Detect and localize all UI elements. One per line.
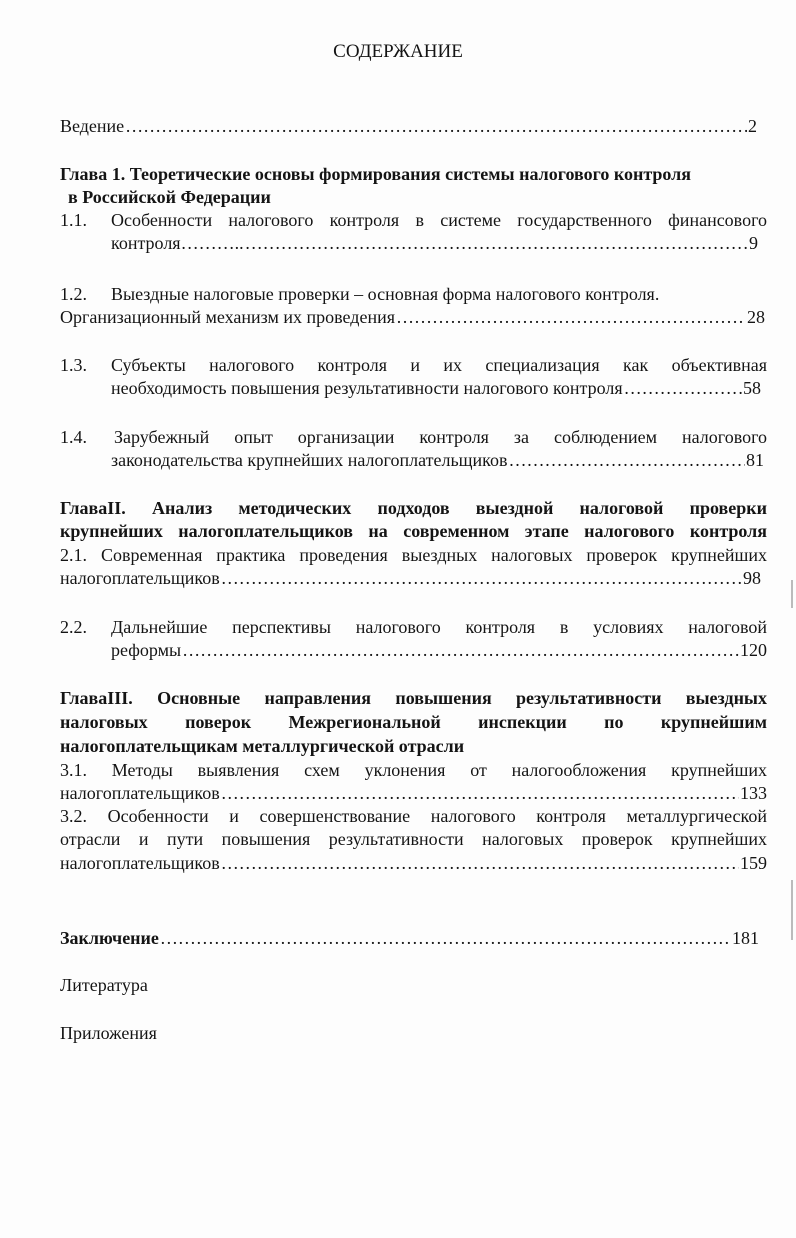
- toc-page-number: 133: [740, 783, 767, 803]
- section-number: 1.1.: [60, 210, 87, 230]
- section-number: 1.3.: [60, 355, 87, 375]
- toc-entry-3-1: [60, 782, 767, 804]
- toc-page-number: 181: [732, 928, 759, 948]
- chapter-2-title-line-1: ГлаваII. Анализ методических подходов выездной налоговой проверки: [60, 498, 767, 518]
- toc-entry-1-3: [111, 377, 761, 399]
- chapter-3-title-line-1: ГлаваIII. Основные направления повышения результативности выездных: [60, 688, 767, 708]
- leader-dots: [624, 377, 742, 399]
- toc-entry-title: реформы: [111, 640, 182, 660]
- leader-dots: [221, 782, 739, 804]
- toc-entry-title: Организационный механизм их проведения: [60, 307, 396, 327]
- toc-entry-intro: [60, 115, 757, 137]
- leader-dots: [160, 927, 731, 949]
- toc-entry-conclusion: [60, 927, 759, 949]
- toc-entry-3-2: [60, 852, 767, 874]
- leader-dots: [221, 567, 742, 589]
- leader-dots: [396, 306, 746, 328]
- toc-page-number: 9: [749, 233, 758, 253]
- toc-page-number: 120: [740, 640, 767, 660]
- leader-dots: [508, 449, 745, 471]
- chapter-1-title-line-1: Глава 1. Теоретические основы формирования системы налогового контроля: [60, 164, 692, 184]
- toc-entry-title: налогоплательщиков: [60, 853, 220, 873]
- toc-page-number: 159: [740, 853, 767, 873]
- section-3-2-title-line-2: отрасли и пути повышения результативности налоговых проверок крупнейших: [60, 829, 767, 849]
- chapter-3-title-line-3: налогоплательщикам металлургической отрасли: [60, 736, 465, 756]
- section-3-1-title: 3.1. Методы выявления схем уклонения от налогообложения крупнейших: [60, 760, 767, 780]
- leader-dots: [182, 639, 739, 661]
- toc-entry-title: контроля………..: [111, 233, 244, 253]
- section-1-1-title: Особенности налогового контроля в системе государственного финансового: [111, 210, 767, 230]
- section-number: 2.2.: [60, 617, 87, 637]
- leader-dots: [221, 852, 739, 874]
- section-2-2-title: Дальнейшие перспективы налогового контроля в условиях налоговой: [111, 617, 767, 637]
- toc-page-number: 98: [743, 568, 761, 588]
- section-2-1-title: 2.1. Современная практика проведения выездных налоговых проверок крупнейших: [60, 545, 767, 565]
- toc-page-number: 28: [747, 307, 765, 327]
- toc-page-number: 58: [743, 378, 761, 398]
- toc-entry-title: налогоплательщиков: [60, 783, 220, 803]
- toc-entry-title: налогоплательщиков: [60, 568, 220, 588]
- section-1-2-title: Выездные налоговые проверки – основная форма налогового контроля.: [111, 284, 660, 304]
- toc-page-number: 2: [748, 116, 757, 136]
- scan-artifact: [791, 580, 793, 608]
- section-1-3-title: Субъекты налогового контроля и их специализация как объективная: [111, 355, 767, 375]
- section-number: 1.4.: [60, 427, 87, 447]
- toc-entry-title: Заключение: [60, 928, 159, 948]
- scan-artifact: [791, 880, 793, 940]
- leader-dots: [125, 115, 747, 137]
- chapter-1-title-line-2: в Российской Федерации: [68, 187, 271, 207]
- toc-entry-appendices: Приложения: [60, 1023, 157, 1043]
- chapter-2-title-line-2: крупнейших налогоплательщиков на современном этапе налогового контроля: [60, 521, 767, 541]
- page-title: СОДЕРЖАНИЕ: [333, 41, 463, 62]
- toc-entry-literature: Литература: [60, 975, 148, 995]
- section-1-4-title: Зарубежный опыт организации контроля за соблюдением налогового: [114, 427, 767, 447]
- toc-page-number: 81: [746, 450, 764, 470]
- toc-entry-title: Ведение: [60, 116, 125, 136]
- section-number: 1.2.: [60, 284, 87, 304]
- leader-dots: [245, 232, 748, 254]
- toc-entry-2-2: [111, 639, 767, 661]
- section-3-2-title-line-1: 3.2. Особенности и совершенствование налогового контроля металлургической: [60, 806, 767, 826]
- toc-entry-1-2: [60, 306, 765, 328]
- toc-entry-1-4: [111, 449, 764, 471]
- chapter-3-title-line-2: налоговых поверок Межрегиональной инспекции по крупнейшим: [60, 712, 767, 732]
- toc-entry-1-1: [111, 232, 758, 254]
- toc-entry-title: законодательства крупнейших налогоплательщиков: [111, 450, 508, 470]
- toc-entry-2-1: [60, 567, 761, 589]
- toc-entry-title: необходимость повышения результативности налогового контроля: [111, 378, 623, 398]
